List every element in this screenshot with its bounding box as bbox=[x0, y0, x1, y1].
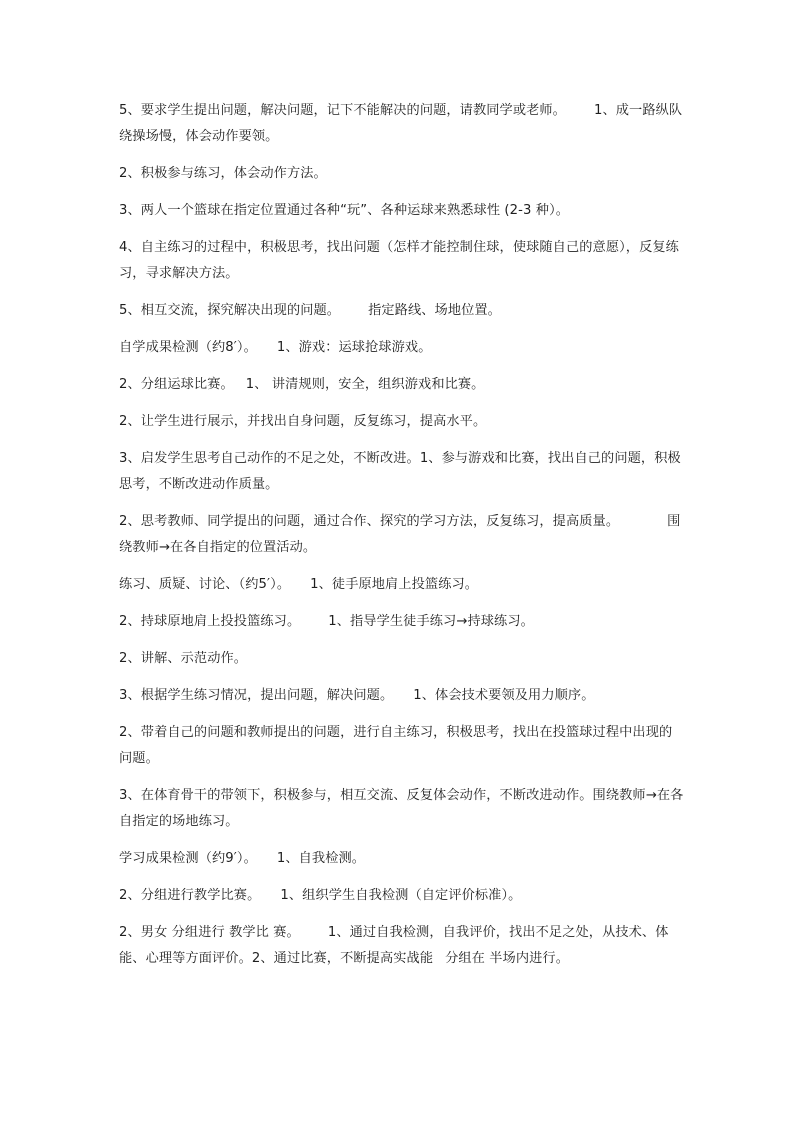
paragraph-text: 练习、质疑、讨论、（约5′）。 bbox=[119, 577, 291, 592]
paragraph-text: 2、讲解、示范动作。 bbox=[119, 651, 248, 666]
paragraph-text: 分组在 半场内进行。 bbox=[445, 951, 569, 966]
paragraph-text: 围绕教师→在各自指定的位置活动。 bbox=[119, 514, 681, 555]
paragraph-text: 3、两人一个篮球在指定位置通过各种“玩”、各种运球来熟悉球性 (2-3 种）。 bbox=[119, 203, 570, 218]
paragraph-8 bbox=[119, 409, 684, 435]
paragraph-text: 1、指导学生徒手练习→持球练习。 bbox=[328, 614, 534, 629]
paragraph-1 bbox=[119, 98, 684, 150]
paragraph-19 bbox=[119, 920, 684, 972]
paragraph-13 bbox=[119, 646, 684, 672]
paragraph-text: 1、成一路纵队绕操场慢，体会动作要领。 bbox=[119, 103, 683, 144]
paragraph-text: 2、分组运球比赛。 bbox=[119, 377, 234, 392]
document-body bbox=[119, 98, 684, 983]
paragraph-text: 2、带着自己的问题和教师提出的问题，进行自主练习，积极思考，找出在投篮球过程中出现的问题。 bbox=[119, 725, 673, 766]
paragraph-6 bbox=[119, 335, 684, 361]
paragraph-text: 4、自主练习的过程中，积极思考，找出问题（怎样才能控制住球，使球随自己的意愿），反复练习，寻求解决方法。 bbox=[119, 240, 679, 281]
paragraph-3 bbox=[119, 198, 684, 224]
paragraph-text: 2、思考教师、同学提出的问题，通过合作、探究的学习方法，反复练习，提高质量。 bbox=[119, 514, 620, 529]
paragraph-text: 3、根据学生练习情况，提出问题，解决问题。 bbox=[119, 688, 394, 703]
paragraph-2 bbox=[119, 161, 684, 187]
paragraph-17 bbox=[119, 846, 684, 872]
paragraph-text: 1、游戏：运球抢球游戏。 bbox=[276, 340, 432, 355]
paragraph-text: 1、 讲清规则，安全，组织游戏和比赛。 bbox=[245, 377, 485, 392]
paragraph-text: 1、组织学生自我检测（自定评价标准）。 bbox=[280, 888, 522, 903]
paragraph-9 bbox=[119, 446, 684, 498]
paragraph-14 bbox=[119, 683, 684, 709]
paragraph-12 bbox=[119, 609, 684, 635]
paragraph-16 bbox=[119, 783, 684, 835]
paragraph-4 bbox=[119, 235, 684, 287]
paragraph-text: 2、分组进行教学比赛。 bbox=[119, 888, 261, 903]
paragraph-7 bbox=[119, 372, 684, 398]
paragraph-text: 1、体会技术要领及用力顺序。 bbox=[413, 688, 595, 703]
paragraph-11 bbox=[119, 572, 684, 598]
paragraph-15 bbox=[119, 720, 684, 772]
paragraph-text: 2、男女 分组进行 教学比 赛。 bbox=[119, 925, 300, 940]
paragraph-text: 自学成果检测（约8′）。 bbox=[119, 340, 257, 355]
paragraph-text: 3、启发学生思考自己动作的不足之处，不断改进。1、参与游戏和比赛，找出自己的问题，积极思考，不断改进动作质量。 bbox=[119, 451, 681, 492]
paragraph-text: 1、通过自我检测，自我评价，找出不足之处，从技术、体能、心理等方面评价。2、通过比赛，不断提高实战能 bbox=[119, 925, 669, 966]
paragraph-text: 3、在体育骨干的带领下，积极参与，相互交流、反复体会动作，不断改进动作。围绕教师→在各自指定的场地练习。 bbox=[119, 788, 684, 829]
paragraph-text: 1、徒手原地肩上投篮练习。 bbox=[310, 577, 479, 592]
paragraph-text: 指定路线、场地位置。 bbox=[368, 303, 501, 318]
paragraph-text: 2、让学生进行展示，并找出自身问题，反复练习，提高水平。 bbox=[119, 414, 487, 429]
paragraph-text: 5、要求学生提出问题，解决问题，记下不能解决的问题，请教同学或老师。 bbox=[119, 103, 566, 118]
paragraph-18 bbox=[119, 883, 684, 909]
paragraph-10 bbox=[119, 509, 684, 561]
paragraph-5 bbox=[119, 298, 684, 324]
paragraph-text: 5、相互交流，探究解决出现的问题。 bbox=[119, 303, 341, 318]
paragraph-text: 2、积极参与练习，体会动作方法。 bbox=[119, 166, 327, 181]
paragraph-text: 1、自我检测。 bbox=[276, 851, 366, 866]
paragraph-text: 2、持球原地肩上投投篮练习。 bbox=[119, 614, 301, 629]
paragraph-text: 学习成果检测（约9′）。 bbox=[119, 851, 257, 866]
